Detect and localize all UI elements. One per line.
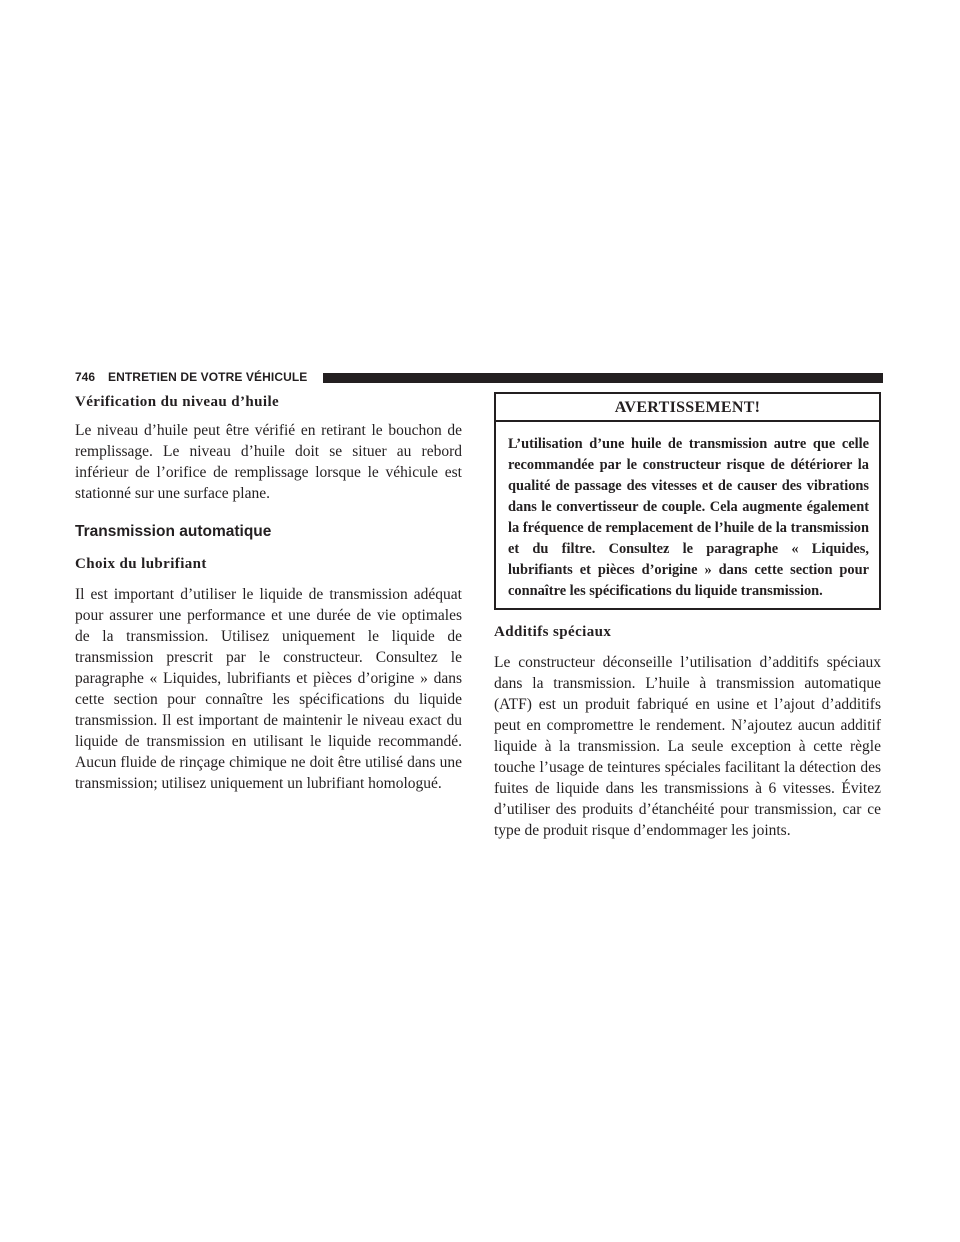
lubricant-paragraph: Il est important d’utiliser le liquide de transmission adéquat pour assurer une performance et une durée de vie optimales de la transmission. Utilisez uniquement le liquide de transmission prescrit par le constructeur. Consultez le paragraphe « Liquides, lubrifiants et pièces d’origine » dans cette section pour connaître les spécifications du liquide transmission. Il est important de maintenir le niveau exact du liquide de transmission en utilisant le liquide recommandé. Aucun fluide de rinçage chimique ne doit être utilisé dans une transmission; utilisez uniquement un lubrifiant homologué. [75,586,462,792]
oil-check-paragraph: Le niveau d’huile peut être vérifié en retirant le bouchon de remplissage. Le niveau d’huile doit se situer au rebord inférieur de l’orifice de remplissage lorsque le véhicule est stationné sur une surface plane. [75,422,462,502]
auto-transmission-heading: Transmission automatique [75,523,272,540]
oil-check-heading: Vérification du niveau d’huile [75,394,280,410]
page-header [75,368,883,386]
lubricant-heading: Choix du lubrifiant [75,556,207,572]
right-column [494,392,881,841]
warning-title: AVERTISSEMENT! [496,394,879,422]
page-number: 746 [75,370,96,384]
left-column [75,392,462,794]
warning-text: L’utilisation d’une huile de transmission autre que celle recommandée par le constructeur risque de détériorer la qualité de passage des vitesses et de causer des vibrations dans le convertisseur de couple. Cela augmente également la fréquence de remplacement de l’huile de la transmission et du filtre. Consultez le paragraphe « Liquides, lubrifiants et pièces d’origine » dans cette section pour connaître les spécifications du liquide transmission. [508,436,869,599]
header-rule [323,373,883,383]
additives-heading: Additifs spéciaux [494,624,612,640]
warning-box [494,392,881,610]
section-title: ENTRETIEN DE VOTRE VÉHICULE [108,370,308,384]
additives-paragraph: Le constructeur déconseille l’utilisation d’additifs spéciaux dans la transmission. L’huile à transmission automatique (ATF) est un produit fabriqué en usine et l’ajout d’additifs peut en compromettre le rendement. N’ajoutez aucun additif liquide à la transmission. La seule exception à cette règle touche l’usage de teintures spéciales facilitant la détection des fuites de liquide dans les transmissions à 6 vitesses. Évitez d’utiliser des produits d’étanchéité pour transmission, car ce type de produit risque d’endommager les joints. [494,654,881,839]
